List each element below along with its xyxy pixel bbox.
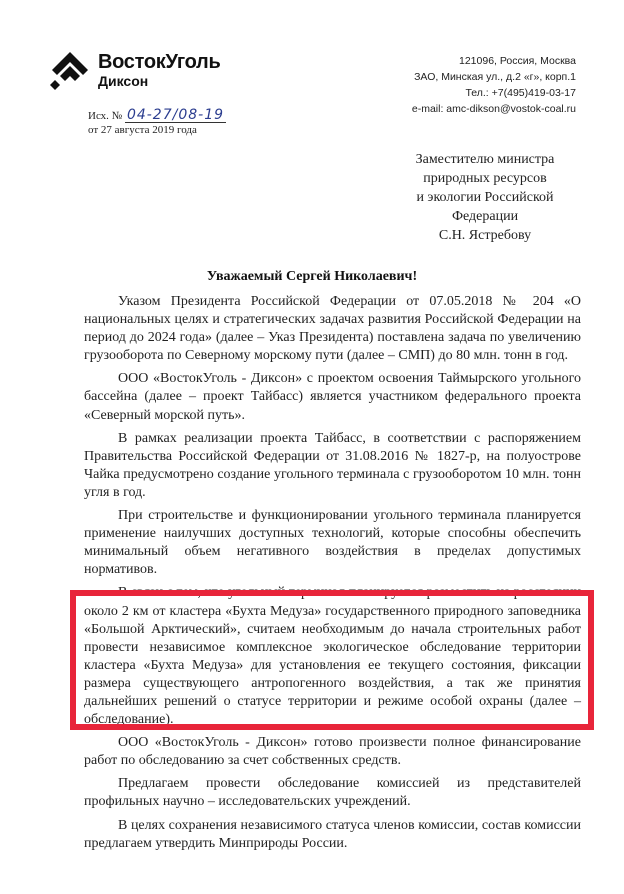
company-logo [50, 50, 220, 90]
addressee-name: С.Н. Ястребову [438, 228, 532, 243]
reference-label: Исх. № [88, 110, 123, 122]
reference-number: 04-27/08-19 [126, 107, 225, 123]
paragraph: В рамках реализации проекта Тайбасс, в соответствии с распоряжением Правительства Российской Федерации от 31.08.2016 № 1827-р, на полуострове Чайка предусмотрено создание угольного терминала с грузооборотом 10 млн. тонн угля в год. [84, 430, 581, 500]
paragraph: ООО «ВостокУголь - Диксон» с проектом освоения Таймырского угольного бассейна (далее – проект Тайбасс) является участником федерального проекта «Северный морской путь». [84, 371, 581, 423]
contact-street: ЗАО, Минская ул., д.2 «г», корп.1 [414, 71, 576, 83]
addressee-line: Федерации [451, 209, 519, 224]
outgoing-reference [88, 108, 226, 137]
paragraph: При строительстве и функционировании угольного терминала планируется применение наилучших доступных технологий, которые способны обеспечить минимальный объем негативного воздействия в пределах допустимых нормативов. [84, 508, 581, 578]
contact-block [412, 53, 576, 117]
contact-email: e-mail: amc-dikson@vostok-coal.ru [411, 103, 576, 115]
letter-body [84, 293, 581, 858]
addressee-block [390, 150, 580, 245]
highlight-frame [70, 590, 594, 730]
logo-mark-icon [50, 50, 90, 90]
addressee-line: и экологии Российской [416, 190, 554, 205]
paragraph-highlighted: В связи с тем, что угольный терминал планируется разместить на расстоянии около 2 км от кластера «Бухта Медуза» государственного природного заповедника «Большой Арктический», считаем необходимым до начала строительных работ провести независимое комплексное экологическое обследование территории кластера «Бухта Медуза» для установления ее текущего состояния, фиксации размера существующего антропогенного воздействия, а так же принятия дальнейших решений о статусе территории и режиме особой охраны (далее – обследование). [84, 585, 581, 728]
paragraph: ООО «ВостокУголь - Диксон» готово произвести полное финансирование работ по обследованию за счет собственных средств. [84, 735, 581, 769]
paragraph: В целях сохранения независимого статуса членов комиссии, состав комиссии предлагаем утвердить Минприроды России. [84, 817, 581, 851]
logo-subtitle: Диксон [98, 73, 149, 89]
reference-date: от 27 августа 2019 года [88, 124, 197, 136]
addressee-line: Заместителю министра [415, 152, 555, 167]
paragraph: Указом Президента Российской Федерации от 07.05.2018 № 204 «О национальных целях и стратегических задачах развития Российской Федерации на период до 2024 года» (далее – Указ Президента) поставлена задача по увеличению грузооборота по Северному морскому пути (далее – СМП) до 80 млн. тонн в год. [84, 294, 581, 364]
contact-address: 121096, Россия, Москва [459, 55, 576, 67]
contact-phone: Тел.: +7(495)419-03-17 [465, 87, 576, 99]
paragraph: Предлагаем провести обследование комиссией из представителей профильных научно – исследовательских учреждений. [84, 776, 581, 810]
salutation: Уважаемый Сергей Николаевич! [206, 269, 418, 284]
logo-name: ВостокУголь [98, 51, 221, 73]
addressee-line: природных ресурсов [423, 171, 547, 186]
